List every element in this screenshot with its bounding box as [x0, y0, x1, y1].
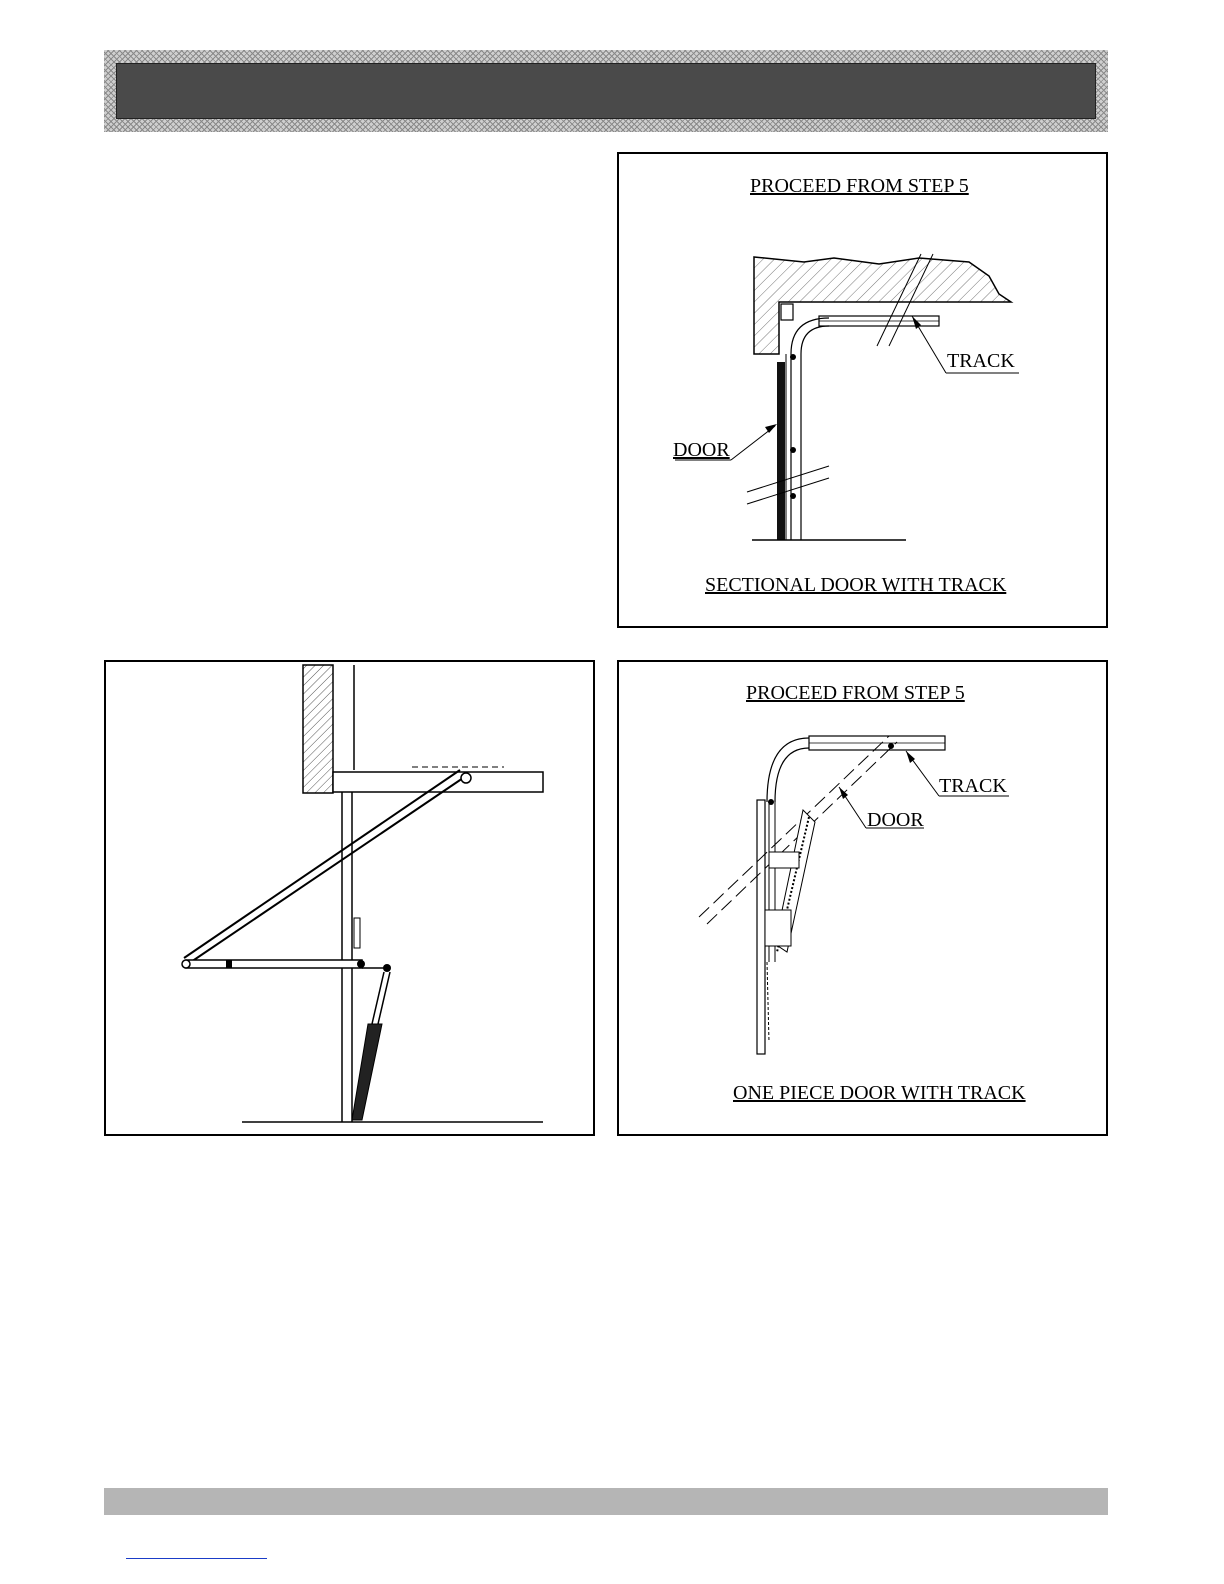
sectional-track-label: TRACK	[947, 350, 1015, 372]
footer-link-line	[126, 1558, 267, 1559]
door-panel	[777, 362, 785, 540]
door-frame	[757, 800, 765, 1054]
opener-arm-panel	[104, 660, 595, 1136]
one-piece-heading: PROCEED FROM STEP 5	[746, 682, 965, 704]
footer-bar	[104, 1488, 1108, 1515]
wall-hatch	[303, 665, 333, 793]
header-beam	[333, 772, 543, 792]
header-title-bar	[116, 63, 1096, 119]
sectional-heading: PROCEED FROM STEP 5	[750, 175, 969, 197]
horizontal-arm	[186, 960, 362, 968]
track-curve	[767, 738, 809, 802]
sectional-door-panel	[617, 152, 1108, 628]
one-piece-door-diagram	[619, 662, 1110, 1138]
sectional-caption: SECTIONAL DOOR WITH TRACK	[705, 574, 1007, 596]
spring-cylinder	[352, 1024, 382, 1120]
sectional-door-label: DOOR	[673, 439, 730, 461]
sectional-door-diagram	[619, 154, 1110, 630]
header-band	[104, 50, 1108, 132]
one-piece-track-label: TRACK	[939, 775, 1007, 797]
track-bracket	[781, 304, 793, 320]
one-piece-caption: ONE PIECE DOOR WITH TRACK	[733, 1082, 1026, 1104]
one-piece-door-panel	[617, 660, 1108, 1136]
opener-arm-diagram	[106, 662, 597, 1138]
one-piece-door-label: DOOR	[867, 809, 924, 831]
lower-bracket	[354, 918, 360, 948]
